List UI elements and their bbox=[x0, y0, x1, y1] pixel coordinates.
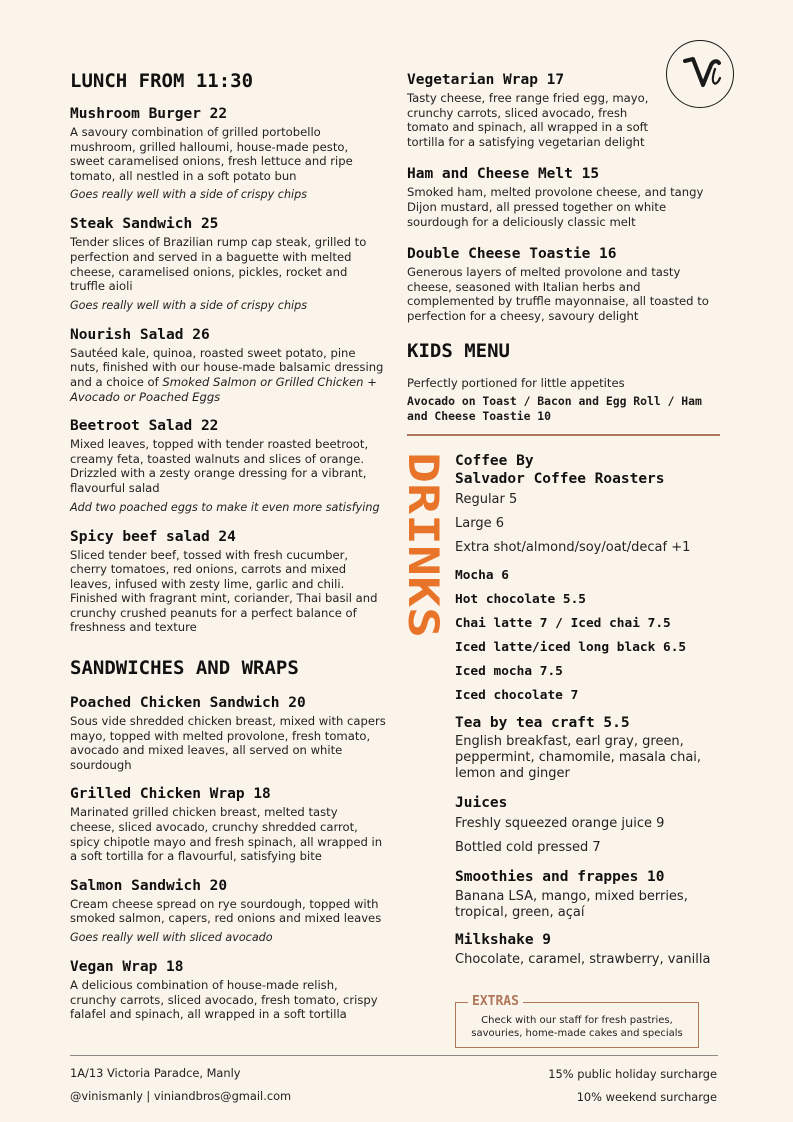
item-description: Mixed leaves, topped with tender roasted beetroot, creamy feta, toasted walnuts and slices of orange. Drizzled with a zesty orange dressing for a vibrant, flavourful salad bbox=[70, 437, 369, 495]
menu-item bbox=[70, 786, 386, 863]
menu-item bbox=[70, 529, 386, 636]
item-description: A delicious combination of house-made relish, crunchy carrots, sliced avocado, fresh tomato, crispy falafel and spinach, all wrapped in a soft tortilla bbox=[70, 978, 378, 1022]
kids-title: KIDS MENU bbox=[407, 339, 510, 362]
footer-weekend-surcharge: 10% weekend surcharge bbox=[576, 1090, 717, 1104]
right-column bbox=[407, 72, 723, 424]
item-description: Cream cheese spread on rye sourdough, topped with smoked salmon, capers, red onions and mixed leaves bbox=[70, 896, 382, 926]
tea-title: Tea by tea craft 5.5 bbox=[455, 715, 630, 731]
menu-item bbox=[407, 72, 723, 149]
item-description: Generous layers of melted provolone and tasty cheese, seasoned with Italian herbs and complemented by truffle mayonnaise, all toasted to perfection for a cheesy, savoury delight bbox=[407, 265, 709, 323]
milkshake-description: Chocolate, caramel, strawberry, vanilla bbox=[455, 952, 711, 967]
menu-item bbox=[70, 216, 386, 312]
menu-item bbox=[407, 166, 723, 229]
item-name: Poached Chicken Sandwich 20 bbox=[70, 695, 306, 712]
item-description-options: Smoked Salmon or Grilled Chicken + Avocado or Poached Eggs bbox=[70, 374, 377, 404]
drink-special: Iced chocolate 7 bbox=[455, 688, 579, 703]
drinks-list bbox=[455, 452, 725, 968]
item-name: Beetroot Salad 22 bbox=[70, 418, 219, 435]
item-note: Add two poached eggs to make it even more satisfying bbox=[70, 500, 380, 514]
item-name: Ham and Cheese Melt 15 bbox=[407, 166, 600, 183]
item-name: Nourish Salad 26 bbox=[70, 326, 210, 343]
drinks-word: DRINKS bbox=[399, 452, 448, 604]
menu-item bbox=[407, 246, 723, 323]
smoothies-group bbox=[455, 868, 725, 921]
coffee-line: Extra shot/almond/soy/oat/decaf +1 bbox=[455, 540, 691, 555]
item-name: Vegetarian Wrap 17 bbox=[407, 72, 565, 88]
drink-special: Iced latte/iced long black 6.5 bbox=[455, 640, 687, 655]
item-note: Goes really well with a side of crispy chips bbox=[70, 188, 308, 202]
menu-item bbox=[70, 959, 386, 1022]
sandwiches-title: SANDWICHES AND WRAPS bbox=[70, 657, 299, 680]
juice-line: Freshly squeezed orange juice 9 bbox=[455, 816, 665, 831]
footer-holiday-surcharge: 15% public holiday surcharge bbox=[548, 1067, 717, 1081]
footer-contact: @vinismanly | viniandbros@gmail.com bbox=[70, 1089, 292, 1103]
item-name: Mushroom Burger 22 bbox=[70, 106, 228, 122]
item-description-text: Sautéed kale, quinoa, roasted sweet potato, pine nuts, finished with our house-made balsamic dressing and a choice of bbox=[70, 345, 384, 389]
juices-title: Juices bbox=[455, 795, 508, 811]
item-name: Vegan Wrap 18 bbox=[70, 959, 184, 975]
footer-address: 1A/13 Victoria Paradce, Manly bbox=[70, 1066, 241, 1080]
coffee-line: Large 6 bbox=[455, 516, 504, 531]
item-name: Grilled Chicken Wrap 18 bbox=[70, 786, 271, 803]
lunch-title: LUNCH FROM 11:30 bbox=[70, 70, 254, 92]
kids-items: Avocado on Toast / Bacon and Egg Roll / Ham and Cheese Toastie 10 bbox=[407, 394, 702, 424]
drink-special: Hot chocolate 5.5 bbox=[455, 592, 586, 607]
juice-line: Bottled cold pressed 7 bbox=[455, 840, 601, 855]
item-description: Marinated grilled chicken breast, melted tasty cheese, sliced avocado, crunchy shredded carrot, spicy chipotle mayo and fresh spinach, all wrapped in a soft tortilla for a flavourful, satisfying bite bbox=[70, 805, 383, 864]
menu-item bbox=[70, 878, 386, 945]
coffee-title-line-2: Salvador Coffee Roasters bbox=[455, 471, 665, 487]
item-description: Smoked ham, melted provolone cheese, and tangy Dijon mustard, all pressed together on white sourdough for a deliciously classic melt bbox=[407, 185, 704, 229]
juices-group bbox=[455, 794, 725, 856]
extras-text: Check with our staff for fresh pastries, savouries, home-made cakes and specials bbox=[471, 1015, 683, 1039]
milkshake-title: Milkshake 9 bbox=[455, 932, 552, 948]
item-name: Salmon Sandwich 20 bbox=[70, 877, 228, 894]
menu-item bbox=[70, 695, 386, 772]
extras-label: EXTRAS bbox=[468, 995, 523, 1009]
smoothies-title: Smoothies and frappes 10 bbox=[455, 869, 665, 885]
item-description: Sliced tender beef, tossed with fresh cucumber, cherry tomatoes, red onions, carrots and mixed leaves, infused with zesty lime, garlic and chili. Finished with fragrant mint, coriander, Thai basil and crunchy crushed peanuts for a perfect balance of freshness and texture bbox=[70, 547, 378, 635]
drink-special: Chai latte 7 / Iced chai 7.5 bbox=[455, 616, 671, 631]
coffee-line: Regular 5 bbox=[455, 492, 518, 507]
item-description: A savoury combination of grilled portobello mushroom, grilled halloumi, house-made pesto, sweet caramelised onions, fresh lettuce and ripe tomato, all nestled in a soft potato bun bbox=[70, 125, 353, 183]
menu-item bbox=[70, 106, 386, 202]
item-name: Double Cheese Toastie 16 bbox=[407, 246, 617, 263]
menu-item bbox=[70, 327, 386, 404]
kids-subtitle: Perfectly portioned for little appetites bbox=[407, 375, 625, 390]
item-note: Goes really well with a side of crispy chips bbox=[70, 298, 308, 312]
tea-description: English breakfast, earl gray, green, peppermint, chamomile, masala chai, lemon and ginger bbox=[455, 734, 702, 781]
menu-item bbox=[70, 418, 386, 514]
drinks-divider bbox=[407, 434, 720, 436]
item-name: Steak Sandwich 25 bbox=[70, 216, 219, 233]
item-description: Tender slices of Brazilian rump cap steak, grilled to perfection and served in a baguette with melted cheese, caramelised onions, pickles, rocket and truffle aioli bbox=[70, 235, 367, 294]
tea-group bbox=[455, 714, 725, 782]
smoothies-description: Banana LSA, mango, mixed berries, tropical, green, açaí bbox=[455, 889, 688, 920]
item-description: Tasty cheese, free range fried egg, mayo, crunchy carrots, sliced avocado, fresh tomato and spinach, all wrapped in a soft tortilla for a satisfying vegetarian delight bbox=[407, 91, 649, 149]
drink-special: Mocha 6 bbox=[455, 568, 509, 583]
coffee-title-line-1: Coffee By bbox=[455, 453, 534, 469]
item-note: Goes really well with sliced avocado bbox=[70, 931, 273, 944]
left-column bbox=[70, 70, 386, 1036]
footer-divider bbox=[70, 1055, 718, 1056]
drinks-vertical-heading bbox=[399, 450, 448, 640]
item-description bbox=[70, 346, 386, 404]
item-description: Sous vide shredded chicken breast, mixed with capers mayo, topped with melted provolone, fresh tomato, avocado and mixed leaves, all served on white sourdough bbox=[70, 714, 386, 772]
drink-special: Iced mocha 7.5 bbox=[455, 664, 563, 679]
extras-box bbox=[455, 994, 699, 1048]
milkshake-group bbox=[455, 931, 725, 968]
item-name: Spicy beef salad 24 bbox=[70, 528, 236, 545]
